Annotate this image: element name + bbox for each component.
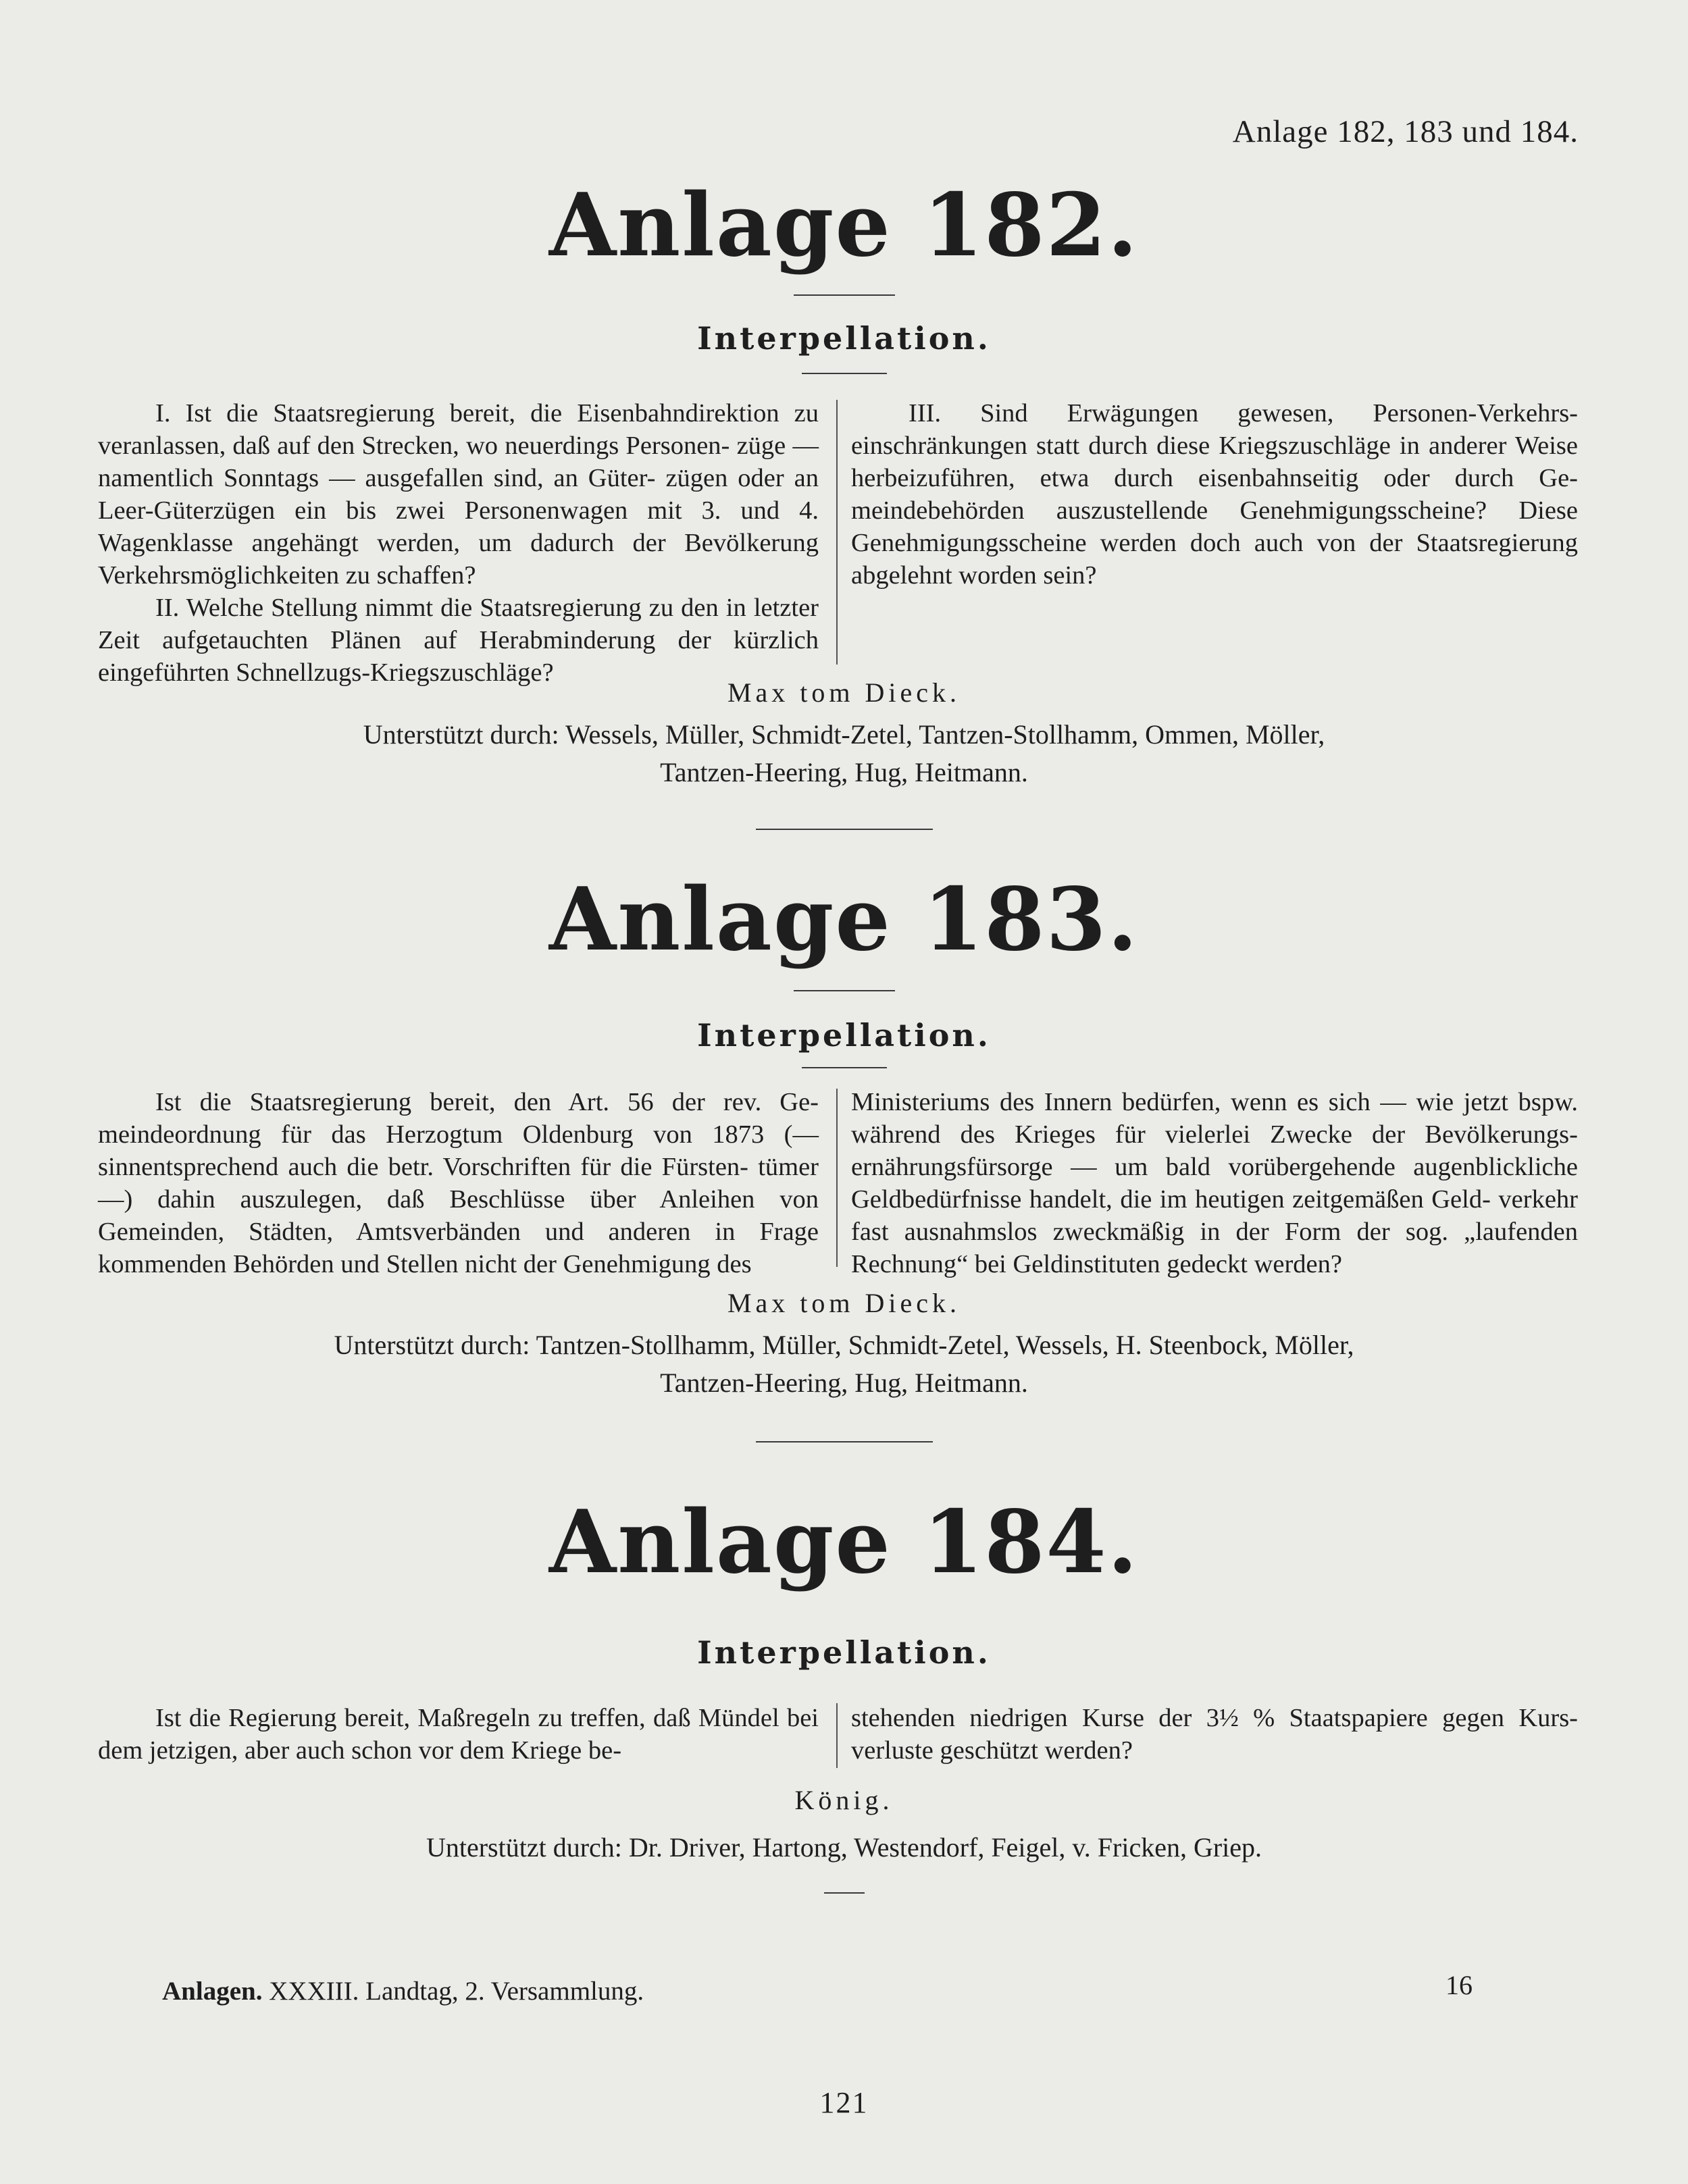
page-number: 121	[819, 2086, 869, 2119]
paragraph: I. Ist die Staatsregierung bereit, die Eisenbahndirektion zu veranlassen, daß auf den Strecken, wo neuerdings Personen- züge — namentlich Sonntags — ausgefallen sind, an Güter- zügen oder an Leer-Güterzügen ein bis zwei Personenwagen mit 3. und 4. Wagenklasse angehängt werden, um dadurch der Bevölkerung Verkehrsmöglichkeiten zu schaffen?	[98, 399, 819, 590]
column-divider	[836, 1703, 838, 1768]
right-column	[851, 1702, 1578, 1767]
paragraph: Ist die Staatsregierung bereit, den Art. 56 der rev. Ge- meindeordnung für das Herzogtum Oldenburg von 1873 (— sinnentsprechend auch die betr. Vorschriften für die Fürsten- tümer —) dahin auszulegen, daß Beschlüsse über Anleihen von Gemeinden, Städten, Amtsverbänden und anderen in Frage kommenden Behörden und Stellen nicht der Genehmigung des	[98, 1088, 819, 1278]
paragraph: Ist die Regierung bereit, Maßregeln zu treffen, daß Mündel bei dem jetzigen, aber auch schon vor dem Kriege be-	[98, 1704, 819, 1765]
left-column	[98, 1086, 819, 1280]
section-title: Anlage 182.	[548, 175, 1140, 276]
paragraph: III. Sind Erwägungen gewesen, Personen-Verkehrs- einschränkungen statt durch diese Kriegszuschläge in anderer Weise herbeizuführen, etwa durch eisenbahnseitig oder durch Ge- meindebehörden auszustellende Genehmigungsscheine? Diese Genehmigungsscheine werden doch auch von der Staatsregierung abgelehnt worden sein?	[851, 399, 1578, 590]
section-divider-rule	[756, 829, 933, 830]
footer-text: XXXIII. Landtag, 2. Versammlung.	[269, 1977, 644, 2006]
paragraph: II. Welche Stellung nimmt die Staatsregierung zu den in letzter Zeit aufgetauchten Plänen auf Herabminderung der kürzlich eingeführten Schnellzugs-Kriegszuschläge?	[98, 594, 819, 687]
section-subtitle: Interpellation.	[697, 1634, 991, 1671]
footer-label: Anlagen.	[162, 1977, 263, 2006]
left-column	[98, 1702, 819, 1767]
author-signature: Max tom Dieck.	[727, 1288, 961, 1318]
supporters-line: Unterstützt durch: Tantzen-Stollhamm, Müller, Schmidt-Zetel, Wessels, H. Steenbock, Möller,	[334, 1330, 1354, 1360]
section-end-rule	[824, 1892, 865, 1894]
section-subtitle: Interpellation.	[697, 320, 991, 357]
title-rule	[794, 294, 895, 296]
sheet-number: 16	[1446, 1970, 1473, 2000]
right-column	[851, 1086, 1578, 1280]
section-title: Anlage 184.	[548, 1492, 1140, 1593]
author-signature: Max tom Dieck.	[727, 677, 961, 708]
author-signature: König.	[794, 1785, 894, 1815]
supporters-line: Tantzen-Heering, Hug, Heitmann.	[660, 1368, 1028, 1398]
paragraph: Ministeriums des Innern bedürfen, wenn es sich — wie jetzt bspw. während des Krieges für vielerlei Zwecke der Bevölkerungs- ernährungsfürsorge — um bald vorübergehende augenblickliche Geldbedürfnisse handelt, die im heutigen zeitgemäßen Geld- verkehr fast ausnahmslos zweckmäßig in der Form der sog. „laufenden Rechnung“ bei Geldinstituten gedeckt werden?	[851, 1088, 1578, 1278]
section-title: Anlage 183.	[548, 869, 1140, 970]
section-subtitle: Interpellation.	[697, 1017, 991, 1054]
column-divider	[836, 400, 838, 665]
subtitle-rule	[802, 1067, 887, 1068]
supporters-line: Tantzen-Heering, Hug, Heitmann.	[660, 757, 1028, 787]
running-header: Anlage 182, 183 und 184.	[1232, 114, 1579, 149]
right-column	[851, 397, 1578, 592]
footer-imprint	[162, 1976, 644, 2006]
left-column	[98, 397, 819, 689]
section-divider-rule	[756, 1441, 933, 1442]
supporters-line: Unterstützt durch: Wessels, Müller, Schmidt-Zetel, Tantzen-Stollhamm, Ommen, Möller,	[363, 719, 1325, 750]
supporters-line: Unterstützt durch: Dr. Driver, Hartong, Westendorf, Feigel, v. Fricken, Griep.	[426, 1832, 1262, 1863]
title-rule	[794, 990, 895, 991]
paragraph: stehenden niedrigen Kurse der 3½ % Staatspapiere gegen Kurs- verluste geschützt werden?	[851, 1704, 1578, 1765]
subtitle-rule	[802, 373, 887, 374]
column-divider	[836, 1089, 838, 1267]
